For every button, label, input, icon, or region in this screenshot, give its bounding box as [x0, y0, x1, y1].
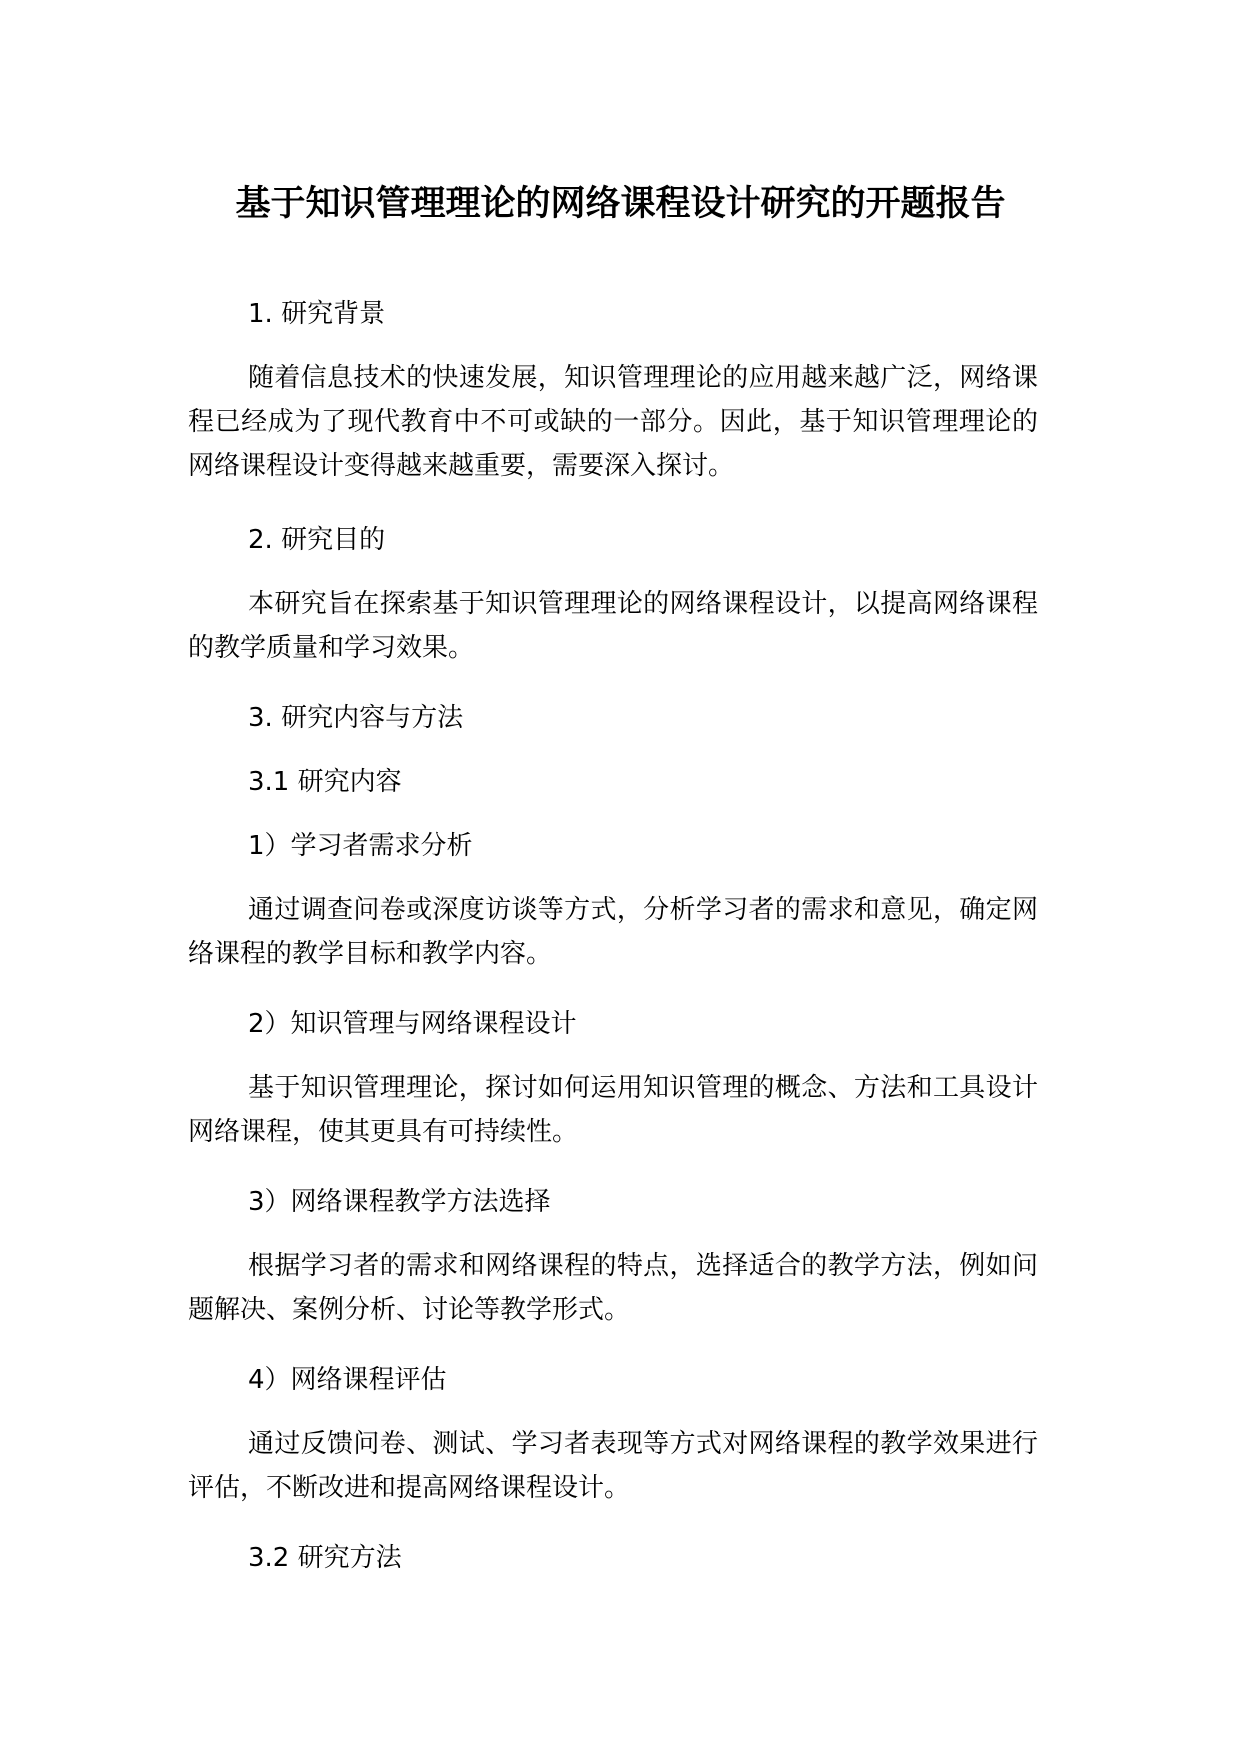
section-heading-background: 1. 研究背景: [248, 299, 386, 329]
paragraph-background: 随着信息技术的快速发展，知识管理理论的应用越来越广泛，网络课程已经成为了现代教育中不可或缺的一部分。因此，基于知识管理理论的网络课程设计变得越来越重要，需要深入探讨。: [188, 363, 1038, 481]
subsection-heading-content: 3.1 研究内容: [248, 767, 402, 797]
list-item-heading-1: 1）学习者需求分析: [248, 831, 473, 861]
paragraph-item-4: 通过反馈问卷、测试、学习者表现等方式对网络课程的教学效果进行评估，不断改进和提高网络课程设计。: [188, 1429, 1038, 1503]
paragraph-item-3: 根据学习者的需求和网络课程的特点，选择适合的教学方法，例如问题解决、案例分析、讨论等教学形式。: [188, 1251, 1038, 1325]
section-heading-content-method: 3. 研究内容与方法: [248, 703, 464, 733]
subsection-heading-method: 3.2 研究方法: [248, 1543, 402, 1573]
list-item-heading-4: 4）网络课程评估: [248, 1365, 447, 1395]
document-title: 基于知识管理理论的网络课程设计研究的开题报告: [235, 184, 1006, 224]
paragraph-item-2: 基于知识管理理论，探讨如何运用知识管理的概念、方法和工具设计网络课程，使其更具有可持续性。: [188, 1073, 1038, 1147]
paragraph-purpose: 本研究旨在探索基于知识管理理论的网络课程设计，以提高网络课程的教学质量和学习效果。: [188, 589, 1038, 663]
paragraph-item-1: 通过调查问卷或深度访谈等方式，分析学习者的需求和意见，确定网络课程的教学目标和教学内容。: [188, 895, 1038, 969]
list-item-heading-2: 2）知识管理与网络课程设计: [248, 1009, 577, 1039]
list-item-heading-3: 3）网络课程教学方法选择: [248, 1187, 551, 1217]
section-heading-purpose: 2. 研究目的: [248, 525, 386, 555]
